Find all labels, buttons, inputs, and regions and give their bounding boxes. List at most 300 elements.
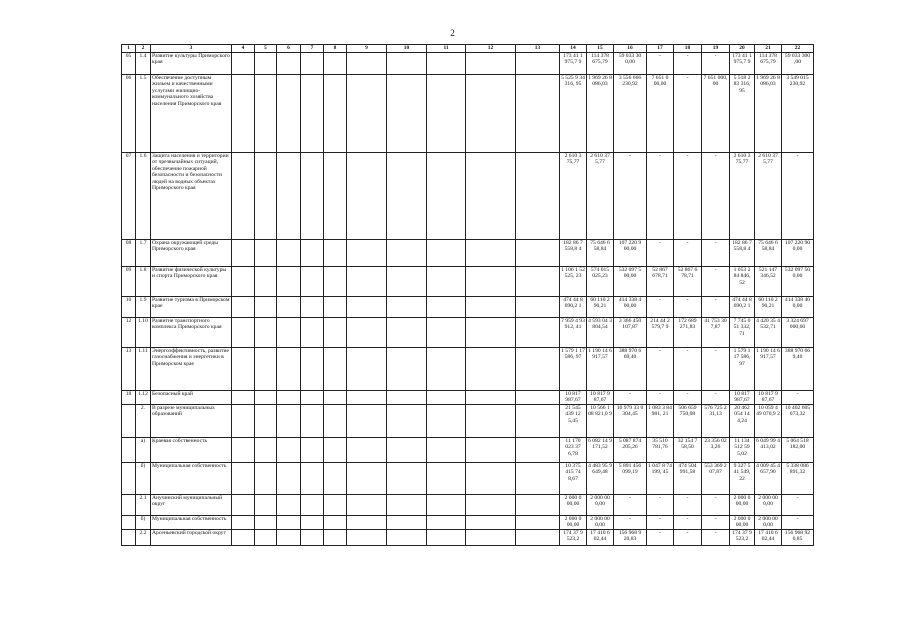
value-cell-col-18: - xyxy=(674,53,702,75)
value-cell-col-15: 1 190 14 6 917,57 xyxy=(587,348,614,391)
empty-cell xyxy=(277,515,301,529)
value-cell-col-22: - xyxy=(782,391,814,405)
value-cell-col-17: 35 510 781,76 xyxy=(647,437,674,462)
column-header-5: 5 xyxy=(255,45,277,53)
empty-cell xyxy=(277,494,301,515)
value-cell-col-20: 9 327 5 41 549, 22 xyxy=(730,462,755,494)
value-cell-col-18: - xyxy=(674,494,702,515)
value-cell-col-22: - xyxy=(782,153,814,240)
value-cell-col-14: 1 579 1 17 586, 97 xyxy=(560,348,587,391)
value-cell-col-18: - xyxy=(674,391,702,405)
row-name-cell: Развитие физической культуры и спорта Приморского края xyxy=(151,267,232,297)
empty-cell xyxy=(516,529,560,545)
value-cell-col-19: 576 725 2 31,13 xyxy=(702,404,730,437)
row-name-cell: Развитие культуры Приморского края xyxy=(151,53,232,75)
value-cell-col-18: - xyxy=(674,515,702,529)
value-cell-col-16: 5 087 874 205,26 xyxy=(614,437,647,462)
empty-cell xyxy=(255,391,277,405)
empty-cell xyxy=(387,240,427,267)
value-cell-col-20: 11 134 512 59 5,02 xyxy=(730,437,755,462)
row-number-cell xyxy=(122,515,136,529)
empty-cell xyxy=(324,494,347,515)
empty-cell xyxy=(277,437,301,462)
empty-cell xyxy=(466,75,516,153)
empty-cell xyxy=(324,240,347,267)
empty-cell xyxy=(277,348,301,391)
table-row xyxy=(122,240,814,267)
empty-cell xyxy=(301,348,324,391)
row-number-cell: 12 xyxy=(122,318,136,348)
value-cell-col-20: 182 86 7 558,8 4 xyxy=(730,240,755,267)
row-code-cell: 1.4 xyxy=(136,53,151,75)
value-cell-col-14: 5 525 9 34 316, 95 xyxy=(560,75,587,153)
table-row xyxy=(122,53,814,75)
column-header-16: 16 xyxy=(614,45,647,53)
value-cell-col-14: 7 959 4 93 912, 41 xyxy=(560,318,587,348)
empty-cell xyxy=(277,297,301,318)
empty-cell xyxy=(255,462,277,494)
empty-cell xyxy=(255,494,277,515)
value-cell-col-15: 1 969 26 8 086,03 xyxy=(587,75,614,153)
empty-cell xyxy=(232,494,255,515)
value-cell-col-15: 4 483 95 9 649,48 xyxy=(587,462,614,494)
value-cell-col-20: 10 817 987,67 xyxy=(730,391,755,405)
empty-cell xyxy=(324,515,347,529)
empty-cell xyxy=(347,53,387,75)
empty-cell xyxy=(232,348,255,391)
value-cell-col-16: 388 970 6 69,40 xyxy=(614,348,647,391)
row-number-cell: 10 xyxy=(122,297,136,318)
empty-cell xyxy=(301,404,324,437)
empty-cell xyxy=(347,437,387,462)
empty-cell xyxy=(387,391,427,405)
value-cell-col-15: 10 566 1 08 821,0 9 xyxy=(587,404,614,437)
empty-cell xyxy=(427,515,466,529)
column-header-18: 18 xyxy=(674,45,702,53)
empty-cell xyxy=(466,53,516,75)
empty-cell xyxy=(516,437,560,462)
empty-cell xyxy=(347,462,387,494)
value-cell-col-19: - xyxy=(702,267,730,297)
value-cell-col-20: 174 37 9 523,2 xyxy=(730,529,755,545)
table-row xyxy=(122,318,814,348)
value-cell-col-17: 7 651 0 00,00 xyxy=(647,75,674,153)
column-header-13: 13 xyxy=(516,45,560,53)
empty-cell xyxy=(324,153,347,240)
column-header-6: 6 xyxy=(277,45,301,53)
value-cell-col-21: 6 049 99 4 413,02 xyxy=(755,437,782,462)
column-header-4: 4 xyxy=(232,45,255,53)
column-header-3: 3 xyxy=(151,45,232,53)
empty-cell xyxy=(516,297,560,318)
row-number-cell xyxy=(122,529,136,545)
row-number-cell: 13 xyxy=(122,348,136,391)
empty-cell xyxy=(387,153,427,240)
value-cell-col-15: 114 378 675,79 xyxy=(587,53,614,75)
empty-cell xyxy=(232,297,255,318)
value-cell-col-22: - xyxy=(782,515,814,529)
table-row xyxy=(122,494,814,515)
value-cell-col-19: - xyxy=(702,348,730,391)
value-cell-col-21: 4 420 35 4 532,71 xyxy=(755,318,782,348)
value-cell-col-16: 414 338 4 00,00 xyxy=(614,297,647,318)
value-cell-col-15: 2 610 37 5,77 xyxy=(587,153,614,240)
value-cell-col-22: 107 220 90 0,00 xyxy=(782,240,814,267)
row-code-cell: 1.10 xyxy=(136,318,151,348)
value-cell-col-15: 6 082 14 9 171,52 xyxy=(587,437,614,462)
value-cell-col-16: 3 556 666 230,92 xyxy=(614,75,647,153)
table-row xyxy=(122,267,814,297)
empty-cell xyxy=(277,267,301,297)
row-name-cell: Защита населения и территории от чрезвычайных ситуаций, обеспечение пожарной безопасности и безопасности людей на водных объектах Приморского края xyxy=(151,153,232,240)
value-cell-col-22: - xyxy=(782,494,814,515)
empty-cell xyxy=(427,53,466,75)
value-cell-col-20: 2 000 0 00,00 xyxy=(730,515,755,529)
row-code-cell: 1.8 xyxy=(136,267,151,297)
empty-cell xyxy=(301,75,324,153)
value-cell-col-19: - xyxy=(702,240,730,267)
page-number: 2 xyxy=(450,28,455,38)
table-row xyxy=(122,75,814,153)
table-row xyxy=(122,404,814,437)
value-cell-col-14: 10 375 415 74 8,67 xyxy=(560,462,587,494)
empty-cell xyxy=(232,437,255,462)
row-code-cell: 2.1 xyxy=(136,494,151,515)
empty-cell xyxy=(301,240,324,267)
empty-cell xyxy=(301,515,324,529)
value-cell-col-18: - xyxy=(674,75,702,153)
value-cell-col-18: 172 689 271,83 xyxy=(674,318,702,348)
row-name-cell: Обеспечение доступным жильем и качественными услугами жилищно-коммунального хозяйства населения Приморского края xyxy=(151,75,232,153)
empty-cell xyxy=(516,53,560,75)
header-row xyxy=(122,45,814,53)
table-row xyxy=(122,297,814,318)
value-cell-col-15: 17 410 6 02,44 xyxy=(587,529,614,545)
value-cell-col-21: 17 410 6 02,44 xyxy=(755,529,782,545)
empty-cell xyxy=(232,153,255,240)
value-cell-col-14: 11 170 023 37 6,78 xyxy=(560,437,587,462)
empty-cell xyxy=(324,297,347,318)
value-cell-col-17: - xyxy=(647,494,674,515)
empty-cell xyxy=(427,318,466,348)
empty-cell xyxy=(232,404,255,437)
value-cell-col-14: 2 000 0 00,00 xyxy=(560,494,587,515)
empty-cell xyxy=(387,494,427,515)
value-cell-col-21: 10 059 4 49 070,9 2 xyxy=(755,404,782,437)
value-cell-col-20: 20 462 054 14 4,24 xyxy=(730,404,755,437)
value-cell-col-16: - xyxy=(614,153,647,240)
empty-cell xyxy=(277,404,301,437)
row-number-cell: 09 xyxy=(122,267,136,297)
empty-cell xyxy=(516,462,560,494)
value-cell-col-18: 32 154 7 58,50 xyxy=(674,437,702,462)
value-cell-col-21: 4 009 45 4 657,90 xyxy=(755,462,782,494)
table-row xyxy=(122,529,814,545)
table-row xyxy=(122,391,814,405)
value-cell-col-22: 3 549 015 230,92 xyxy=(782,75,814,153)
value-cell-col-18: 52 867 6 78,71 xyxy=(674,267,702,297)
row-code-cell: 1.12 xyxy=(136,391,151,405)
empty-cell xyxy=(232,53,255,75)
value-cell-col-16: 59 033 30 0,00 xyxy=(614,53,647,75)
empty-cell xyxy=(516,391,560,405)
value-cell-col-19: - xyxy=(702,391,730,405)
value-cell-col-16: 107 220 9 00,00 xyxy=(614,240,647,267)
row-code-cell: 1.6 xyxy=(136,153,151,240)
value-cell-col-21: 521 147 346,52 xyxy=(755,267,782,297)
empty-cell xyxy=(301,267,324,297)
value-cell-col-17: 1 047 8 74 199, 45 xyxy=(647,462,674,494)
row-number-cell xyxy=(122,404,136,437)
empty-cell xyxy=(301,529,324,545)
empty-cell xyxy=(427,437,466,462)
empty-cell xyxy=(232,318,255,348)
value-cell-col-20: 1 579 1 17 586, 97 xyxy=(730,348,755,391)
row-name-cell: Анучинский муниципальный округ xyxy=(151,494,232,515)
value-cell-col-22: 388 970 66 9,40 xyxy=(782,348,814,391)
empty-cell xyxy=(516,240,560,267)
table-row xyxy=(122,515,814,529)
row-code-cell: б) xyxy=(136,515,151,529)
value-cell-col-21: 2 000 00 0,00 xyxy=(755,494,782,515)
value-cell-col-19: - xyxy=(702,515,730,529)
empty-cell xyxy=(277,75,301,153)
value-cell-col-19: - xyxy=(702,53,730,75)
empty-cell xyxy=(324,318,347,348)
empty-cell xyxy=(466,267,516,297)
empty-cell xyxy=(347,494,387,515)
empty-cell xyxy=(516,318,560,348)
row-name-cell: Муниципальная собственность xyxy=(151,515,232,529)
table-body xyxy=(122,45,814,546)
value-cell-col-20: 474 44 8 690,2 1 xyxy=(730,297,755,318)
column-header-15: 15 xyxy=(587,45,614,53)
value-cell-col-17: 1 083 3 84 981, 21 xyxy=(647,404,674,437)
row-code-cell: б) xyxy=(136,462,151,494)
value-cell-col-21: 10 817 9 87,67 xyxy=(755,391,782,405)
empty-cell xyxy=(516,267,560,297)
empty-cell xyxy=(324,437,347,462)
column-header-7: 7 xyxy=(301,45,324,53)
value-cell-col-20: 1 053 2 84 846, 52 xyxy=(730,267,755,297)
value-cell-col-22: 532 097 50 0,00 xyxy=(782,267,814,297)
value-cell-col-20: 2 000 0 00,00 xyxy=(730,494,755,515)
empty-cell xyxy=(301,318,324,348)
empty-cell xyxy=(255,297,277,318)
empty-cell xyxy=(466,297,516,318)
value-cell-col-16: 532 097 5 00,00 xyxy=(614,267,647,297)
value-cell-col-21: 1 969 26 8 086,03 xyxy=(755,75,782,153)
value-cell-col-15: 574 015 025,23 xyxy=(587,267,614,297)
empty-cell xyxy=(255,267,277,297)
empty-cell xyxy=(255,404,277,437)
row-code-cell: 1.5 xyxy=(136,75,151,153)
empty-cell xyxy=(277,391,301,405)
column-header-22: 22 xyxy=(782,45,814,53)
empty-cell xyxy=(255,153,277,240)
value-cell-col-17: 52 867 678,71 xyxy=(647,267,674,297)
empty-cell xyxy=(347,391,387,405)
empty-cell xyxy=(387,529,427,545)
empty-cell xyxy=(347,515,387,529)
value-cell-col-17: - xyxy=(647,53,674,75)
value-cell-col-14: 10 817 987,67 xyxy=(560,391,587,405)
empty-cell xyxy=(324,348,347,391)
empty-cell xyxy=(466,494,516,515)
empty-cell xyxy=(427,404,466,437)
empty-cell xyxy=(277,529,301,545)
value-cell-col-14: 21 545 439 12 5,45 xyxy=(560,404,587,437)
empty-cell xyxy=(347,529,387,545)
value-cell-col-18: - xyxy=(674,297,702,318)
value-cell-col-15: 2 000 00 0,00 xyxy=(587,515,614,529)
table-row xyxy=(122,437,814,462)
value-cell-col-19: - xyxy=(702,297,730,318)
empty-cell xyxy=(516,494,560,515)
empty-cell xyxy=(347,240,387,267)
value-cell-col-15: 75 646 6 58,84 xyxy=(587,240,614,267)
empty-cell xyxy=(387,297,427,318)
empty-cell xyxy=(466,529,516,545)
empty-cell xyxy=(466,318,516,348)
empty-cell xyxy=(466,437,516,462)
empty-cell xyxy=(301,462,324,494)
value-cell-col-19: - xyxy=(702,494,730,515)
value-cell-col-22: 3 324 697 000,00 xyxy=(782,318,814,348)
row-code-cell: 1.9 xyxy=(136,297,151,318)
empty-cell xyxy=(387,318,427,348)
empty-cell xyxy=(324,462,347,494)
column-header-11: 11 xyxy=(427,45,466,53)
empty-cell xyxy=(255,348,277,391)
empty-cell xyxy=(387,404,427,437)
empty-cell xyxy=(387,75,427,153)
value-cell-col-21: 2 000 00 0,00 xyxy=(755,515,782,529)
empty-cell xyxy=(324,75,347,153)
value-cell-col-14: 2 610 3 75,77 xyxy=(560,153,587,240)
empty-cell xyxy=(347,297,387,318)
empty-cell xyxy=(255,318,277,348)
value-cell-col-18: 506 659 750,08 xyxy=(674,404,702,437)
value-cell-col-18: - xyxy=(674,529,702,545)
column-header-1: 1 xyxy=(122,45,136,53)
row-name-cell: Развитие туризма в Приморском крае xyxy=(151,297,232,318)
empty-cell xyxy=(347,267,387,297)
row-number-cell: 05 xyxy=(122,53,136,75)
value-cell-col-17: - xyxy=(647,391,674,405)
empty-cell xyxy=(232,267,255,297)
value-cell-col-15: 2 000 00 0,00 xyxy=(587,494,614,515)
empty-cell xyxy=(516,404,560,437)
empty-cell xyxy=(466,515,516,529)
value-cell-col-18: - xyxy=(674,240,702,267)
value-cell-col-15: 60 110 2 90,21 xyxy=(587,297,614,318)
empty-cell xyxy=(466,240,516,267)
value-cell-col-17: - xyxy=(647,348,674,391)
empty-cell xyxy=(466,404,516,437)
table-row xyxy=(122,153,814,240)
empty-cell xyxy=(427,529,466,545)
value-cell-col-19: 23 356 02 3,26 xyxy=(702,437,730,462)
row-name-cell: Охрана окружающей среды Приморского края xyxy=(151,240,232,267)
table-row xyxy=(122,462,814,494)
empty-cell xyxy=(324,404,347,437)
value-cell-col-16: - xyxy=(614,515,647,529)
value-cell-col-14: 173 41 1 975,7 9 xyxy=(560,53,587,75)
empty-cell xyxy=(347,75,387,153)
table-row xyxy=(122,348,814,391)
row-name-cell: Развитие транспортного комплекса Приморского края xyxy=(151,318,232,348)
value-cell-col-21: 2 610 37 5,77 xyxy=(755,153,782,240)
value-cell-col-20: 5 518 2 83 316, 95 xyxy=(730,75,755,153)
column-header-21: 21 xyxy=(755,45,782,53)
empty-cell xyxy=(301,391,324,405)
empty-cell xyxy=(255,515,277,529)
value-cell-col-14: 174 37 9 523,2 xyxy=(560,529,587,545)
empty-cell xyxy=(301,53,324,75)
value-cell-col-21: 114 378 675,79 xyxy=(755,53,782,75)
value-cell-col-16: 5 891 456 099,19 xyxy=(614,462,647,494)
empty-cell xyxy=(387,462,427,494)
column-header-9: 9 xyxy=(347,45,387,53)
value-cell-col-22: 414 338 40 0,00 xyxy=(782,297,814,318)
empty-cell xyxy=(516,515,560,529)
value-cell-col-19: 553 369 2 07,87 xyxy=(702,462,730,494)
empty-cell xyxy=(427,267,466,297)
empty-cell xyxy=(387,348,427,391)
empty-cell xyxy=(232,75,255,153)
budget-table xyxy=(121,44,814,546)
row-number-cell xyxy=(122,494,136,515)
row-number-cell xyxy=(122,462,136,494)
value-cell-col-17: - xyxy=(647,240,674,267)
empty-cell xyxy=(255,529,277,545)
empty-cell xyxy=(232,529,255,545)
empty-cell xyxy=(427,297,466,318)
empty-cell xyxy=(277,318,301,348)
value-cell-col-16: 3 366 450 107,87 xyxy=(614,318,647,348)
empty-cell xyxy=(347,153,387,240)
empty-cell xyxy=(301,494,324,515)
empty-cell xyxy=(277,53,301,75)
column-header-8: 8 xyxy=(324,45,347,53)
column-header-10: 10 xyxy=(387,45,427,53)
value-cell-col-22: 5 064 518 182,00 xyxy=(782,437,814,462)
empty-cell xyxy=(427,75,466,153)
column-header-20: 20 xyxy=(730,45,755,53)
empty-cell xyxy=(427,348,466,391)
empty-cell xyxy=(324,53,347,75)
value-cell-col-19: 7 651 000, 00 xyxy=(702,75,730,153)
row-name-cell: Безопасный край xyxy=(151,391,232,405)
row-number-cell xyxy=(122,437,136,462)
empty-cell xyxy=(427,391,466,405)
value-cell-col-19: 41 753 30 7,87 xyxy=(702,318,730,348)
empty-cell xyxy=(324,529,347,545)
row-name-cell: В разрезе муниципальных образований xyxy=(151,404,232,437)
empty-cell xyxy=(232,240,255,267)
row-code-cell: 2.2 xyxy=(136,529,151,545)
value-cell-col-16: 156 968 9 20,83 xyxy=(614,529,647,545)
value-cell-col-16: - xyxy=(614,494,647,515)
empty-cell xyxy=(387,53,427,75)
empty-cell xyxy=(347,318,387,348)
empty-cell xyxy=(277,240,301,267)
value-cell-col-14: 2 000 0 00,00 xyxy=(560,515,587,529)
value-cell-col-17: - xyxy=(647,529,674,545)
value-cell-col-18: - xyxy=(674,153,702,240)
empty-cell xyxy=(324,391,347,405)
